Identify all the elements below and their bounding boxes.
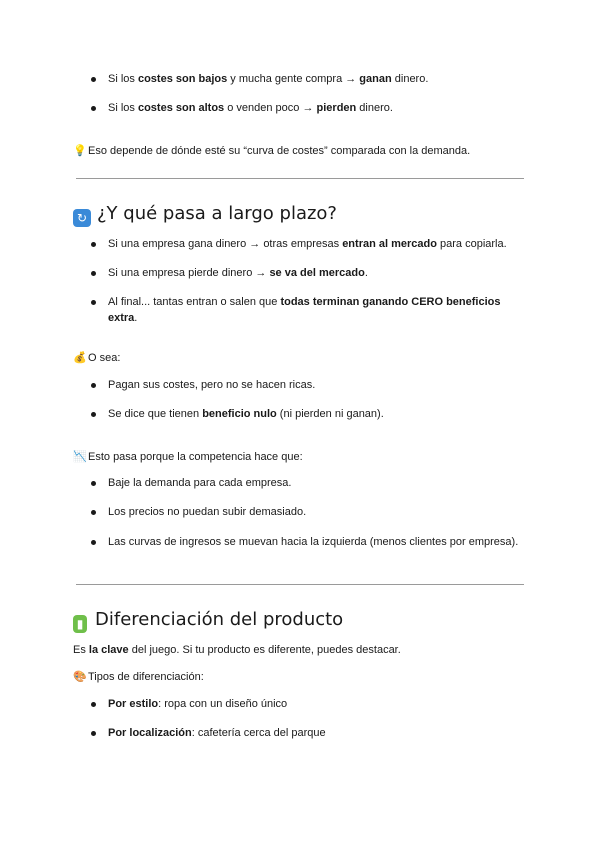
bold-text: Por estilo [108, 698, 159, 710]
tipos-line [73, 669, 204, 685]
text: dinero. [391, 73, 429, 85]
text: . [134, 312, 138, 324]
text: del juego. Si tu producto es diferente, puedes destacar. [128, 644, 401, 656]
list-item [108, 71, 528, 87]
o-sea-line [73, 350, 120, 366]
lightbulb-icon: 💡 [73, 145, 87, 157]
text: para copiarla. [436, 238, 507, 250]
text: Si los [108, 73, 138, 85]
list-item [108, 236, 528, 252]
text: Si los [108, 102, 138, 114]
list-item [108, 696, 528, 712]
bold-text: costes son bajos [137, 73, 228, 85]
list-item [108, 406, 528, 422]
list-item [108, 725, 528, 741]
text: Baje la demanda para cada empresa. [108, 477, 292, 489]
list-item [108, 100, 528, 116]
list-item [108, 534, 528, 550]
text: Al final... tantas entran o salen que [108, 296, 281, 308]
bold-text: la clave [88, 644, 129, 656]
bold-text: beneficio nulo [202, 408, 277, 420]
palette-icon: 🎨 [73, 671, 87, 683]
bold-text: costes son altos [137, 102, 225, 114]
section-heading-differentiation [73, 608, 343, 633]
bold-text: se va del mercado [269, 267, 365, 279]
money-bag-icon: 💰 [73, 352, 87, 364]
text: Si una empresa pierde dinero → [108, 267, 270, 279]
bold-text: entran al mercado [342, 238, 437, 250]
text: Esto pasa porque la competencia hace que: [88, 451, 303, 463]
text: : cafetería cerca del parque [191, 727, 326, 739]
text: Pagan sus costes, pero no se hacen ricas. [108, 379, 316, 391]
bold-text: Por localización [108, 727, 192, 739]
text: Tipos de diferenciación: [88, 671, 204, 683]
text: Si una empresa gana dinero → otras empresas [108, 238, 343, 250]
cycle-icon: ↻ [73, 209, 91, 227]
bold-text: pierden [316, 102, 357, 114]
section-heading-long-term [73, 202, 337, 227]
text: : ropa con un diseño único [158, 698, 288, 710]
note-text: Eso depende de dónde esté su “curva de costes” comparada con la demanda. [88, 145, 471, 157]
text: dinero. [356, 102, 393, 114]
bold-text: todas terminan ganando CERO beneficios extra [108, 296, 501, 324]
cost-curve-note [73, 143, 470, 159]
heading-text: Diferenciación del producto [95, 609, 344, 630]
chart-down-icon: 📉 [73, 451, 87, 463]
heading-text: ¿Y qué pasa a largo plazo? [97, 203, 337, 224]
list-item [108, 265, 528, 281]
divider [76, 584, 524, 585]
text: Las curvas de ingresos se muevan hacia la izquierda (menos clientes por empresa). [108, 536, 519, 548]
text: O sea: [88, 352, 121, 364]
list-item [108, 294, 528, 326]
text: Se dice que tienen [108, 408, 203, 420]
differentiation-intro [73, 642, 401, 658]
list-item [108, 377, 528, 393]
list-item [108, 475, 528, 491]
text: o venden poco → [224, 102, 317, 114]
text: Los precios no puedan subir demasiado. [108, 506, 307, 518]
juice-box-icon: ▮ [73, 615, 87, 633]
list-item [108, 504, 528, 520]
text: y mucha gente compra → [227, 73, 360, 85]
text: Es [73, 644, 89, 656]
divider [76, 178, 524, 179]
text: . [364, 267, 368, 279]
bold-text: ganan [359, 73, 392, 85]
text: (ni pierden ni ganan). [276, 408, 384, 420]
competition-line [73, 449, 303, 465]
